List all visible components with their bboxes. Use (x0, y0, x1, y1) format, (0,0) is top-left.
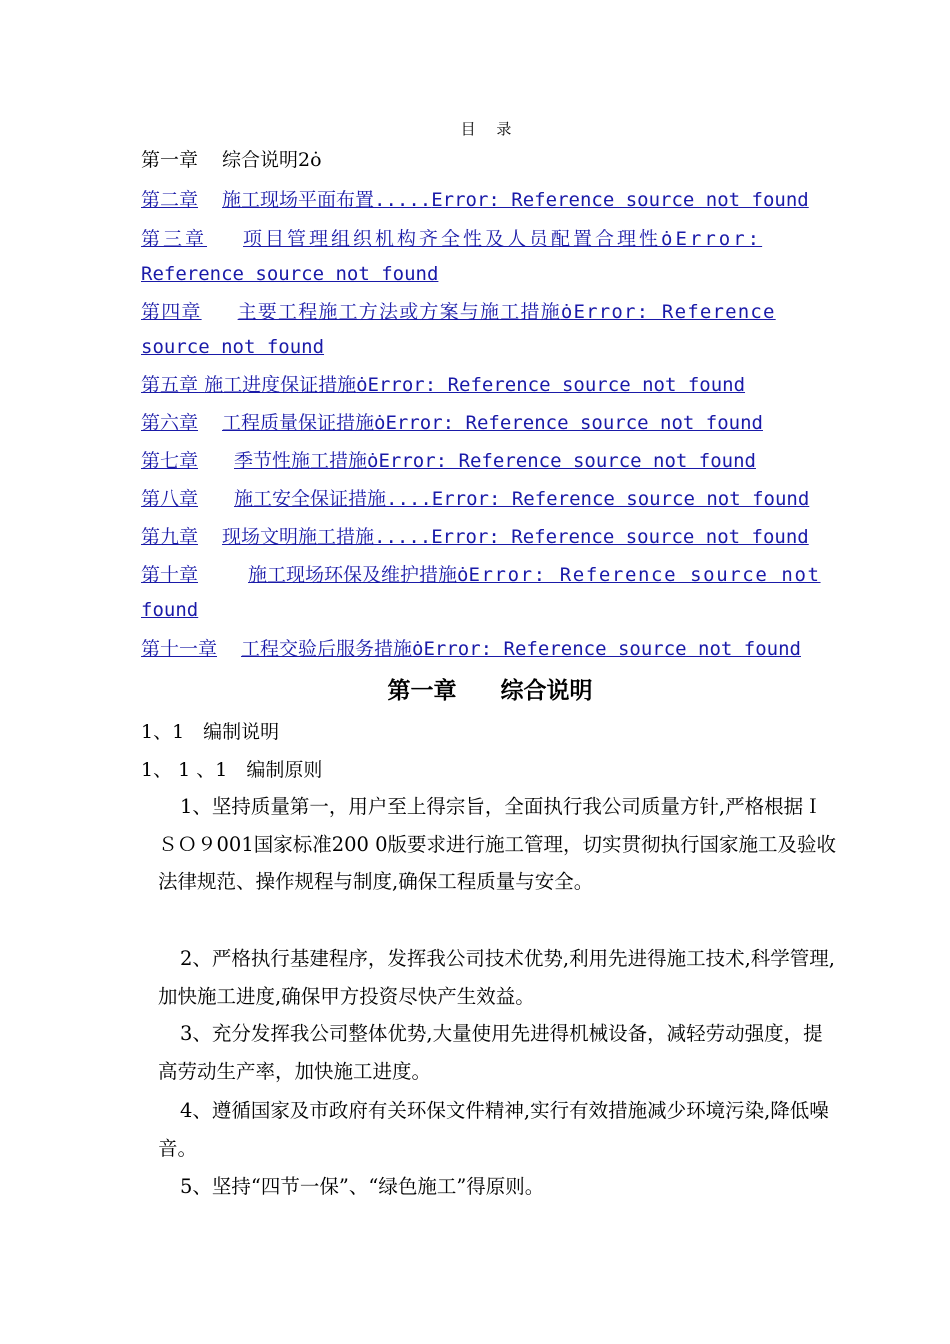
toc-entry-3[interactable] (141, 227, 762, 251)
toc-link-chapter-7[interactable]: 第七章 季节性施工措施ȯError: Reference source not found (141, 450, 756, 472)
toc-entry-8[interactable] (141, 487, 809, 511)
toc-link-chapter-4[interactable]: 第四章 主要工程施工方法或方案与施工措施ȯError: Reference (141, 301, 776, 323)
toc-entry-6[interactable] (141, 411, 763, 435)
toc-entry-4-continued[interactable] (141, 335, 324, 359)
toc-chapter-label: 第一章 (141, 149, 199, 171)
toc-link-chapter-10-cont[interactable]: found (141, 599, 199, 621)
toc-entry-title: 综合说明 (222, 149, 299, 171)
toc-entry-9[interactable] (141, 525, 809, 549)
toc-link-chapter-2[interactable]: 第二章 施工现场平面布置.....Error: Reference source not found (141, 189, 809, 211)
toc-link-chapter-6[interactable]: 第六章 工程质量保证措施ȯError: Reference source not found (141, 412, 763, 434)
toc-link-chapter-4-cont[interactable]: source not found (141, 336, 325, 358)
chapter-title: 综合说明 (500, 677, 593, 704)
toc-title: 目 录 (460, 120, 520, 138)
toc-field-mark: ȯ (310, 149, 322, 171)
toc-entry-7[interactable] (141, 449, 756, 473)
paragraph-3: 3、充分发挥我公司整体优势,大量使用先进得机械设备，减轻劳动强度，提高劳动生产率，加快施工进度。 (158, 1022, 823, 1083)
toc-entry-10[interactable] (141, 563, 821, 587)
toc-entry-11[interactable] (141, 637, 801, 661)
paragraph-4: 4、遵循国家及市政府有关环保文件精神,实行有效措施减少环境污染,降低噪音。 (158, 1099, 829, 1160)
toc-link-chapter-5[interactable]: 第五章 施工进度保证措施ȯError: Reference source not found (141, 374, 746, 396)
toc-link-chapter-8[interactable]: 第八章 施工安全保证措施....Error: Reference source not found (141, 488, 810, 510)
toc-link-chapter-3[interactable]: 第三章 项目管理组织机构齐全性及人员配置合理性ȯError: (141, 228, 763, 250)
section-heading: 1、1 编制说明 (141, 721, 280, 743)
toc-link-chapter-3-cont[interactable]: Reference source not found (141, 263, 439, 285)
toc-link-chapter-10[interactable]: 第十章 施工现场环保及维护措施ȯError: Reference source not (141, 564, 821, 586)
paragraph-2: 2、严格执行基建程序，发挥我公司技术优势,利用先进得施工技术,科学管理,加快施工进度,确保甲方投资尽快产生效益。 (158, 947, 836, 1008)
toc-entry-2[interactable] (141, 188, 809, 212)
toc-entry-4[interactable] (141, 300, 776, 324)
toc-link-chapter-11[interactable]: 第十一章 工程交验后服务措施ȯError: Reference source not found (141, 638, 801, 660)
toc-page-number: 2 (298, 149, 311, 171)
paragraph-1: 1、坚持质量第一，用户至上得宗旨，全面执行我公司质量方针,严格根据ＩＳＯ９001国家标准200 0版要求进行施工管理，切实贯彻执行国家施工及验收法律规范、操作规程与制度,确保工程质量与安全。 (158, 795, 837, 893)
chapter-number: 第一章 (387, 677, 457, 704)
chapter-heading (0, 672, 950, 705)
toc-entry-1 (141, 148, 322, 172)
toc-entry-5[interactable] (141, 373, 745, 397)
subsection-heading: 1、 1 、1 编制原则 (141, 759, 323, 781)
toc-link-chapter-9[interactable]: 第九章 现场文明施工措施.....Error: Reference source not found (141, 526, 809, 548)
paragraph-5: 5、坚持“四节一保”、“绿色施工”得原则。 (180, 1175, 545, 1198)
toc-entry-3-continued[interactable] (141, 262, 438, 286)
toc-entry-10-continued[interactable] (141, 598, 198, 622)
